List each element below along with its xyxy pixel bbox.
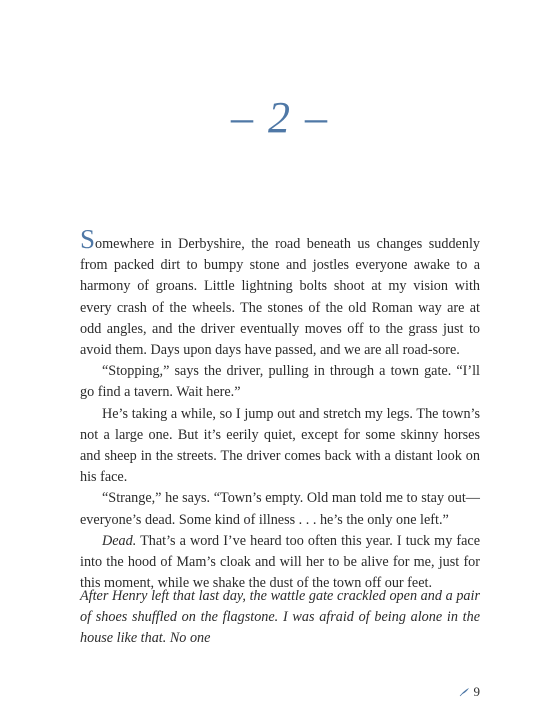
drop-cap: S [80,224,96,254]
paragraph-2: “Stopping,” says the driver, pulling in through a town gate. “I’ll go find a tavern. Wait here.” [80,363,480,401]
chapter-body [80,224,480,594]
page-number: 9 [473,684,480,699]
paragraph-1 [80,224,480,361]
quill-icon [459,687,470,697]
paragraph-5-emphasis: Dead. [102,532,137,549]
page-folio [459,684,481,700]
paragraph-3: He’s taking a while, so I jump out and stretch my legs. The town’s not a large one. But it’s eerily quiet, except for some skinny horses and sheep in the streets. The driver comes back with a distant look on his face. [80,405,480,486]
paragraph-1-text: omewhere in Derbyshire, the road beneath us changes suddenly from packed dirt to bumpy stone and jostles everyone awake to a harmony of groans. Little lightning bolts shoot at my vision with every crash of the wheels. The stones of the old Roman way are at odd angles, and the driver eventually moves off to the grass just to avoid them. Days upon days have passed, and we are all road-sore. [80,236,480,359]
paragraph-4: “Strange,” he says. “Town’s empty. Old man told me to stay out—everyone’s dead. Some kind of illness . . . he’s the only one left.” [80,490,480,528]
paragraph-5-text: That’s a word I’ve heard too often this year. I tuck my face into the hood of Mam’s cloak and will her to be alive for me, just for this moment, while we shake the dust of the town off our feet. [80,532,480,592]
chapter-number: – 2 – [231,93,329,142]
paragraph-5 [80,531,480,595]
flashback-paragraph: After Henry left that last day, the wattle gate crackled open and a pair of shoes shuffled on the flagstone. I was afraid of being alone in the house like that. No one [80,588,480,647]
flashback-section [80,586,480,650]
